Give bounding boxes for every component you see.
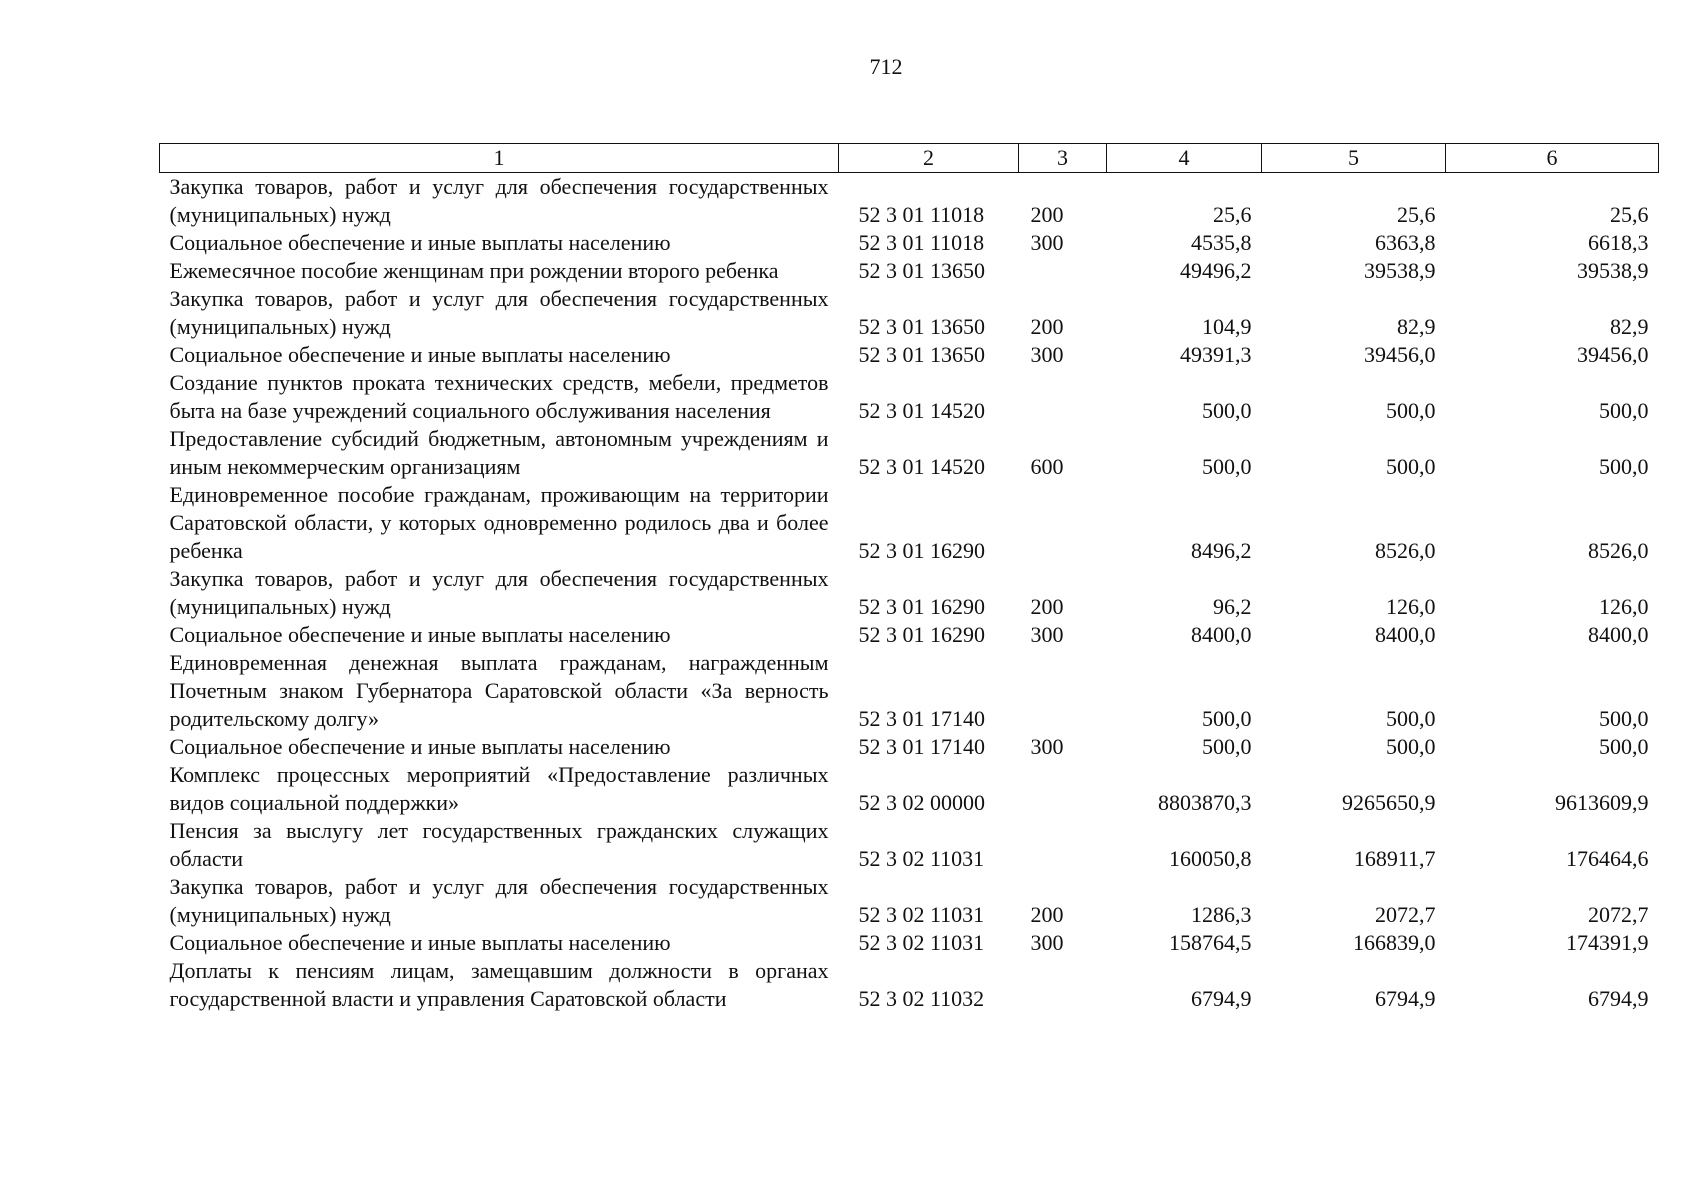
row-name-cell: Единовременное пособие гражданам, проживающим на территории Саратовской области, у которых одновременно родилось два и более ребенка (169, 482, 829, 563)
row-expense-type-cell (1019, 257, 1107, 285)
row-name-cell: Доплаты к пенсиям лицам, замещавшим должности в органах государственной власти и управления Саратовской области (169, 958, 829, 1011)
row-value-6-cell: 8400,0 (1588, 622, 1649, 647)
row-expense-type-cell (1019, 817, 1107, 873)
row-expense-type-cell: 200 (1030, 314, 1064, 339)
budget-table (159, 143, 1659, 1013)
row-value-5-cell: 9265650,9 (1342, 790, 1436, 815)
row-name-cell: Социальное обеспечение и иные выплаты населению (169, 734, 671, 759)
row-expense-type-cell: 300 (1030, 930, 1064, 955)
row-code-cell: 52 3 01 13650 (858, 314, 985, 339)
row-value-4-cell: 25,6 (1213, 202, 1252, 227)
row-value-6-cell: 126,0 (1599, 594, 1649, 619)
row-value-6-cell: 39456,0 (1577, 342, 1649, 367)
table-row (160, 257, 1659, 285)
table-row (160, 341, 1659, 369)
row-value-5-cell: 500,0 (1386, 734, 1436, 759)
row-value-5-cell: 126,0 (1386, 594, 1436, 619)
row-value-5-cell: 8400,0 (1375, 622, 1436, 647)
row-value-5-cell: 168911,7 (1353, 846, 1436, 871)
row-code-cell: 52 3 02 00000 (858, 790, 985, 815)
row-code-cell: 52 3 01 16290 (858, 594, 985, 619)
row-value-4-cell: 160050,8 (1169, 846, 1252, 871)
table-row (160, 957, 1659, 1013)
table-row (160, 649, 1659, 733)
row-value-5-cell: 2072,7 (1375, 902, 1436, 927)
row-code-cell: 52 3 01 14520 (858, 398, 985, 423)
row-code-cell: 52 3 01 17140 (858, 734, 985, 759)
row-code-cell: 52 3 01 16290 (858, 622, 985, 647)
page-number: 712 (869, 54, 903, 79)
row-value-4-cell: 96,2 (1213, 594, 1252, 619)
row-value-4-cell: 6794,9 (1191, 986, 1252, 1011)
row-code-cell: 52 3 01 13650 (858, 258, 985, 283)
row-value-5-cell: 500,0 (1386, 706, 1436, 731)
row-value-4-cell: 8400,0 (1191, 622, 1252, 647)
table-row (160, 565, 1659, 621)
row-value-6-cell: 82,9 (1610, 314, 1649, 339)
table-row (160, 621, 1659, 649)
row-value-5-cell: 6363,8 (1375, 230, 1436, 255)
column-header-3: 3 (1019, 144, 1107, 173)
row-name-cell: Ежемесячное пособие женщинам при рождении второго ребенка (169, 258, 779, 283)
row-code-cell: 52 3 02 11031 (858, 846, 985, 871)
row-value-4-cell: 4535,8 (1191, 230, 1252, 255)
row-value-6-cell: 500,0 (1599, 398, 1649, 423)
row-name-cell: Социальное обеспечение и иные выплаты населению (169, 230, 671, 255)
table-row (160, 873, 1659, 929)
row-value-6-cell: 2072,7 (1588, 902, 1649, 927)
row-value-6-cell: 174391,9 (1566, 930, 1649, 955)
row-name-cell: Комплекс процессных мероприятий «Предоставление различных видов социальной поддержки» (169, 762, 829, 815)
row-expense-type-cell (1019, 957, 1107, 1013)
row-value-6-cell: 6794,9 (1588, 986, 1649, 1011)
column-header-6: 6 (1446, 144, 1659, 173)
row-expense-type-cell (1019, 649, 1107, 733)
row-name-cell: Закупка товаров, работ и услуг для обеспечения государственных (муниципальных) нужд (169, 174, 829, 227)
row-code-cell: 52 3 01 11018 (858, 202, 985, 227)
row-value-4-cell: 49391,3 (1180, 342, 1252, 367)
row-name-cell: Социальное обеспечение и иные выплаты населению (169, 930, 671, 955)
row-expense-type-cell: 300 (1030, 342, 1064, 367)
row-expense-type-cell (1019, 761, 1107, 817)
row-expense-type-cell: 300 (1030, 734, 1064, 759)
row-value-4-cell: 500,0 (1202, 706, 1252, 731)
row-value-4-cell: 49496,2 (1180, 258, 1252, 283)
row-value-4-cell: 158764,5 (1169, 930, 1252, 955)
row-value-6-cell: 9613609,9 (1555, 790, 1649, 815)
row-expense-type-cell (1019, 481, 1107, 565)
column-header-2: 2 (839, 144, 1019, 173)
row-value-5-cell: 39538,9 (1364, 258, 1436, 283)
table-header-row (160, 144, 1659, 173)
row-code-cell: 52 3 02 11031 (858, 930, 985, 955)
table-row (160, 481, 1659, 565)
row-value-4-cell: 104,9 (1202, 314, 1252, 339)
row-expense-type-cell: 300 (1030, 230, 1064, 255)
row-name-cell: Пенсия за выслугу лет государственных гражданских служащих области (169, 818, 829, 871)
row-expense-type-cell: 200 (1030, 594, 1064, 619)
column-header-4: 4 (1107, 144, 1262, 173)
row-value-5-cell: 500,0 (1386, 454, 1436, 479)
row-value-5-cell: 6794,9 (1375, 986, 1436, 1011)
row-expense-type-cell: 600 (1030, 454, 1064, 479)
row-code-cell: 52 3 01 14520 (858, 454, 985, 479)
row-name-cell: Закупка товаров, работ и услуг для обеспечения государственных (муниципальных) нужд (169, 286, 829, 339)
row-expense-type-cell (1019, 369, 1107, 425)
row-value-4-cell: 500,0 (1202, 454, 1252, 479)
row-code-cell: 52 3 01 11018 (858, 230, 985, 255)
table-row (160, 817, 1659, 873)
row-value-4-cell: 8803870,3 (1158, 790, 1252, 815)
row-value-4-cell: 8496,2 (1191, 538, 1252, 563)
table-row (160, 285, 1659, 341)
row-name-cell: Единовременная денежная выплата гражданам, награжденным Почетным знаком Губернатора Саратовской области «За верность родительскому долгу» (169, 650, 829, 731)
row-value-4-cell: 500,0 (1202, 734, 1252, 759)
row-code-cell: 52 3 02 11031 (858, 902, 985, 927)
row-code-cell: 52 3 02 11032 (858, 986, 985, 1011)
row-value-6-cell: 6618,3 (1588, 230, 1649, 255)
table-row (160, 733, 1659, 761)
row-code-cell: 52 3 01 17140 (858, 706, 985, 731)
row-value-6-cell: 500,0 (1599, 454, 1649, 479)
row-value-5-cell: 500,0 (1386, 398, 1436, 423)
table-body (160, 173, 1659, 1014)
row-expense-type-cell: 200 (1030, 202, 1064, 227)
row-name-cell: Предоставление субсидий бюджетным, автономным учреждениям и иным некоммерческим организациям (169, 426, 829, 479)
row-value-5-cell: 39456,0 (1364, 342, 1436, 367)
row-expense-type-cell: 200 (1030, 902, 1064, 927)
row-value-5-cell: 82,9 (1397, 314, 1436, 339)
table-row (160, 425, 1659, 481)
row-expense-type-cell: 300 (1030, 622, 1064, 647)
table-row (160, 929, 1659, 957)
row-value-5-cell: 8526,0 (1375, 538, 1436, 563)
table-row (160, 761, 1659, 817)
row-name-cell: Социальное обеспечение и иные выплаты населению (169, 622, 671, 647)
column-header-5: 5 (1262, 144, 1446, 173)
table-row (160, 173, 1659, 230)
row-name-cell: Создание пунктов проката технических средств, мебели, предметов быта на базе учреждений социального обслуживания населения (169, 370, 829, 423)
row-code-cell: 52 3 01 16290 (858, 538, 985, 563)
row-value-5-cell: 166839,0 (1353, 930, 1436, 955)
row-value-6-cell: 500,0 (1599, 734, 1649, 759)
row-value-4-cell: 500,0 (1202, 398, 1252, 423)
row-name-cell: Закупка товаров, работ и услуг для обеспечения государственных (муниципальных) нужд (169, 566, 829, 619)
row-value-6-cell: 8526,0 (1588, 538, 1649, 563)
row-value-6-cell: 25,6 (1610, 202, 1649, 227)
row-value-4-cell: 1286,3 (1191, 902, 1252, 927)
row-value-5-cell: 25,6 (1397, 202, 1436, 227)
row-code-cell: 52 3 01 13650 (858, 342, 985, 367)
column-header-1: 1 (160, 144, 839, 173)
row-name-cell: Социальное обеспечение и иные выплаты населению (169, 342, 671, 367)
row-value-6-cell: 176464,6 (1566, 846, 1649, 871)
row-value-6-cell: 39538,9 (1577, 258, 1649, 283)
row-name-cell: Закупка товаров, работ и услуг для обеспечения государственных (муниципальных) нужд (169, 874, 829, 927)
table-row (160, 229, 1659, 257)
table-row (160, 369, 1659, 425)
row-value-6-cell: 500,0 (1599, 706, 1649, 731)
